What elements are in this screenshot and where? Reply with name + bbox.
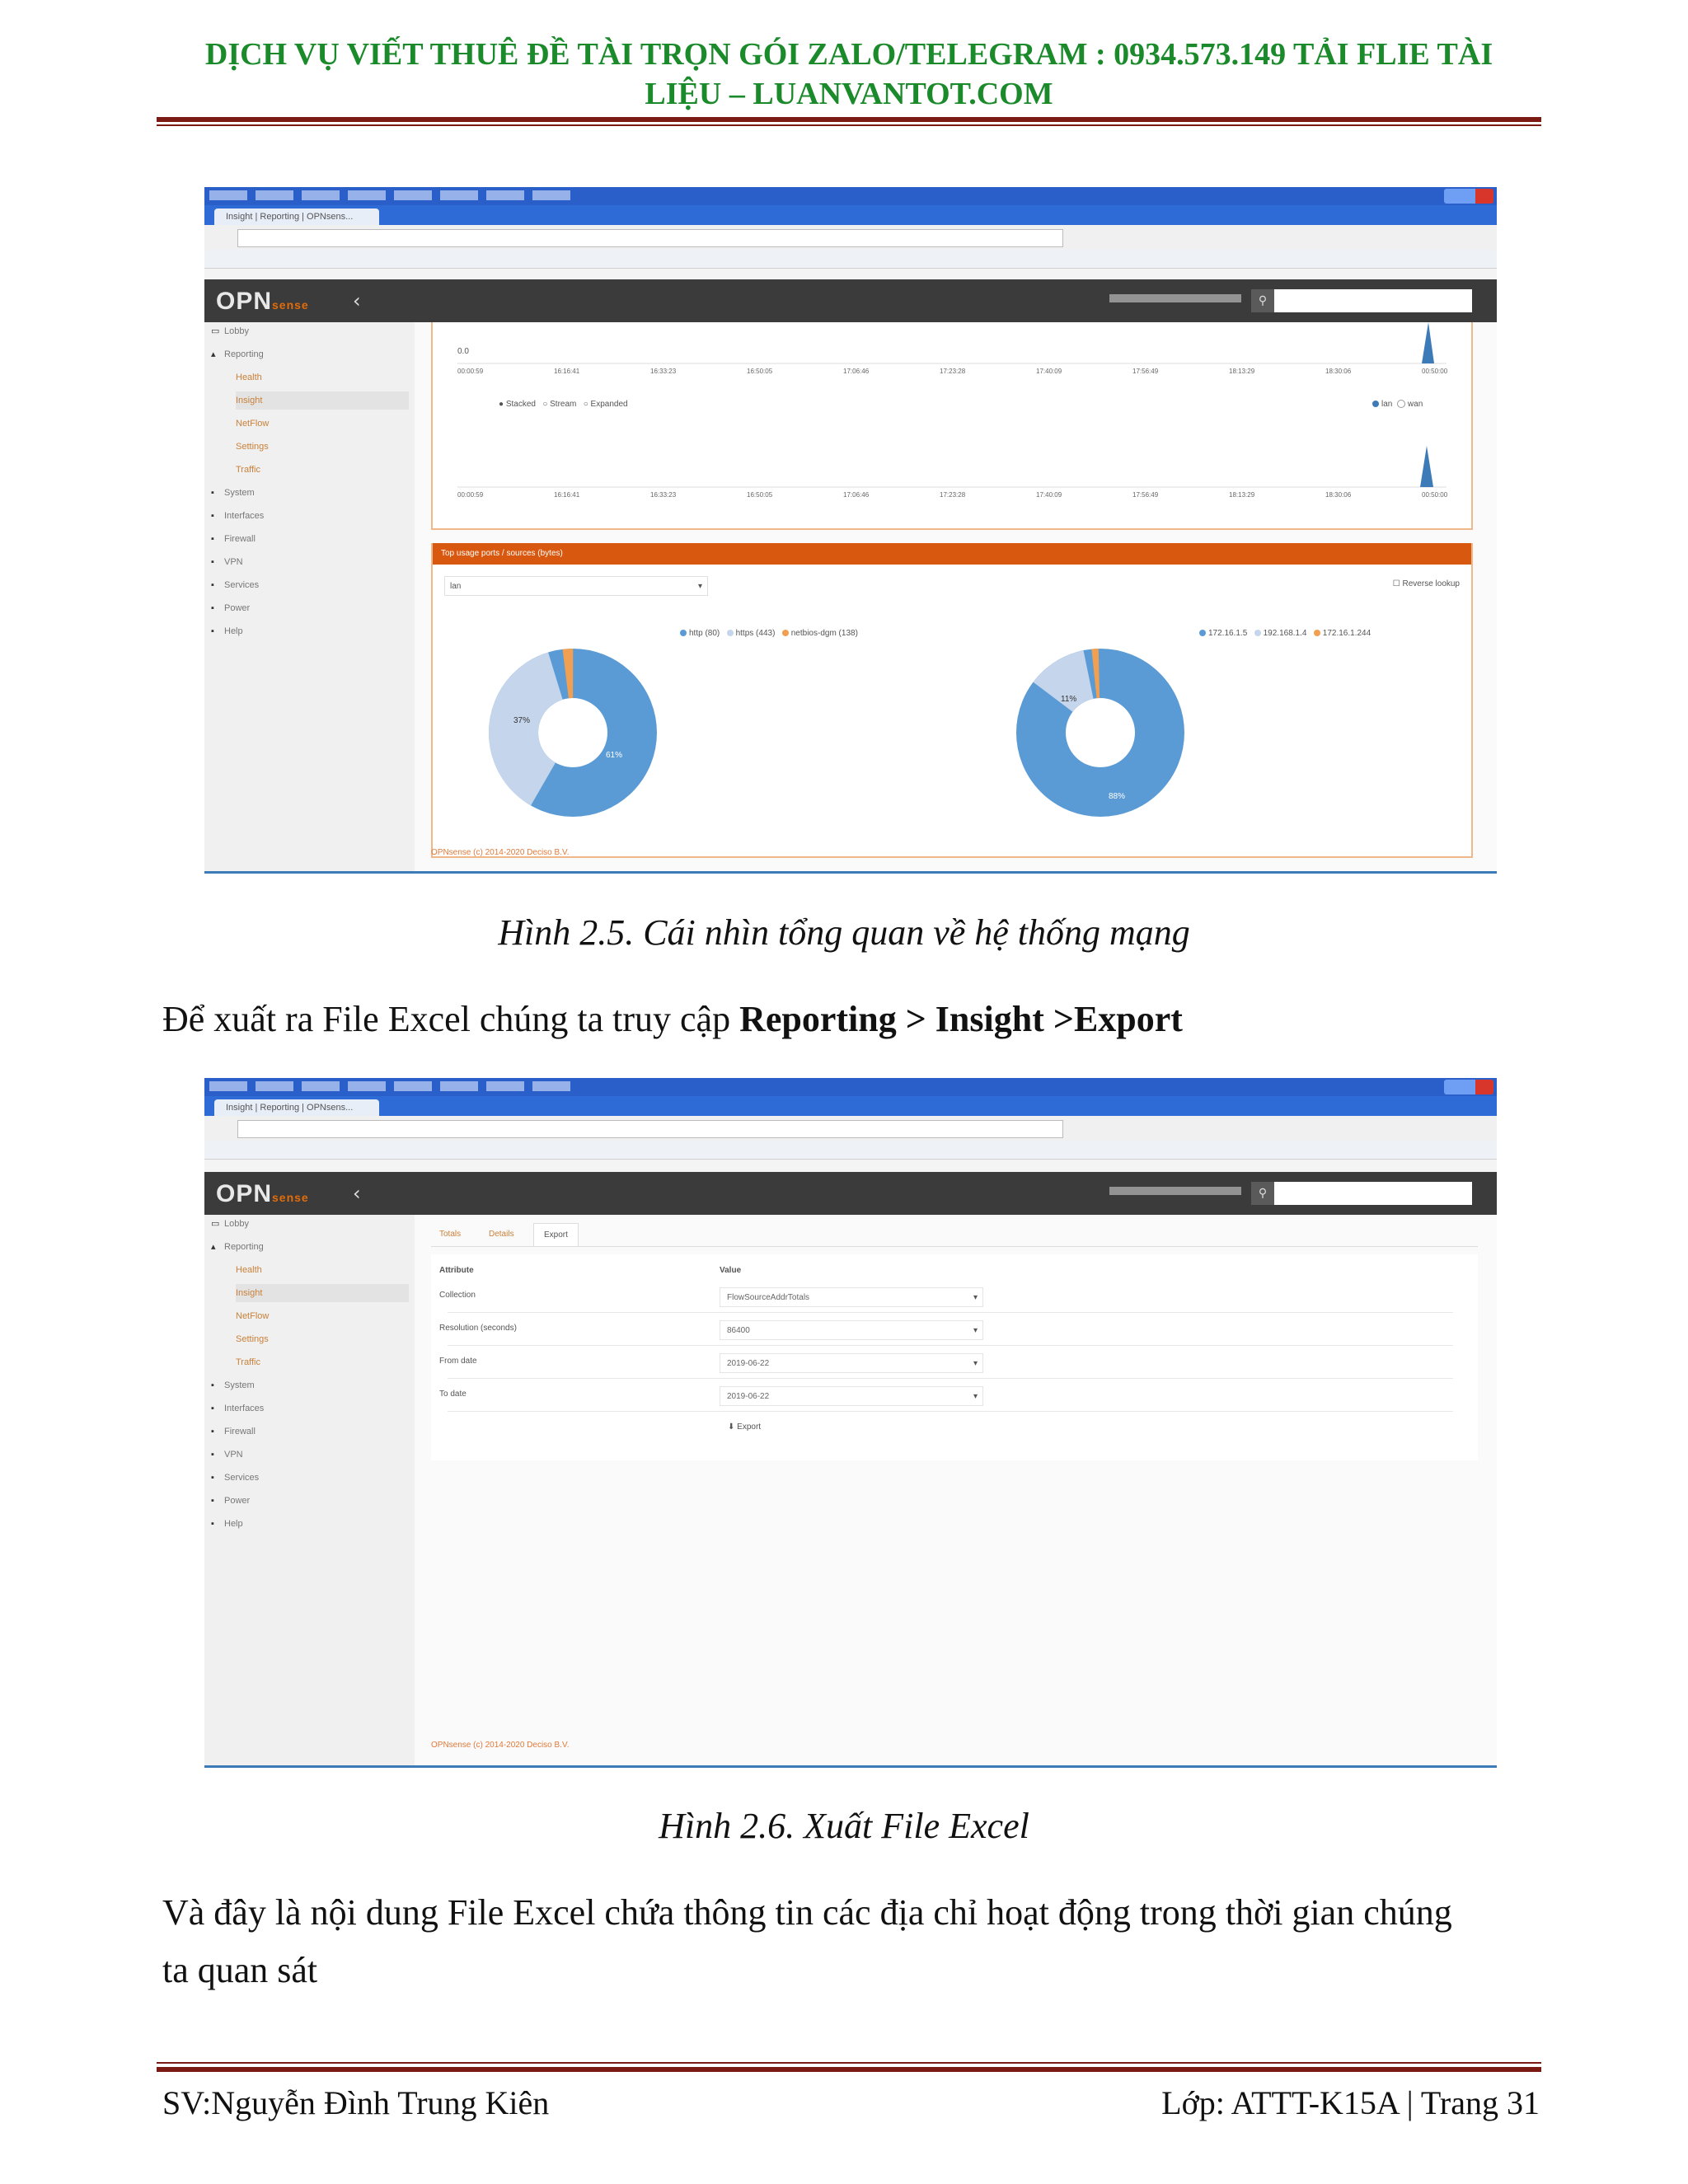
radio-expanded[interactable]: ○ Expanded: [583, 400, 628, 409]
form-row-to-date: [439, 1381, 1453, 1412]
header-rule: [157, 117, 1541, 122]
time-tick-label: 18:30:06: [1325, 491, 1352, 499]
sidebar-item-health[interactable]: Health: [236, 373, 262, 382]
opnsense-logo[interactable]: OPNsense: [216, 1180, 309, 1207]
download-icon: ⬇: [728, 1422, 735, 1432]
sidebar-item-system[interactable]: ▪ System: [211, 1380, 255, 1390]
frame-bottom-border: [204, 1765, 1497, 1768]
sidebar-item-help[interactable]: ▪ Help: [211, 1519, 243, 1529]
label-to-date: To date: [439, 1390, 467, 1399]
time-tick-label: 16:33:23: [650, 368, 677, 375]
right-legend-item[interactable]: 192.168.1.4: [1254, 629, 1307, 638]
figure-overview-screenshot: [204, 187, 1497, 874]
opnsense-logo[interactable]: OPNsense: [216, 288, 309, 315]
search-input[interactable]: [1274, 1182, 1472, 1205]
window-titlebar: [204, 1078, 1497, 1096]
right-legend-item[interactable]: 172.16.1.244: [1314, 629, 1371, 638]
left-pie-label-a: 37%: [513, 716, 531, 725]
url-input[interactable]: [237, 1120, 1063, 1138]
sidebar-item-health[interactable]: Health: [236, 1265, 262, 1275]
top-usage-panel: [431, 543, 1473, 858]
browser-tab[interactable]: Insight | Reporting | OPNsens...: [214, 209, 379, 225]
tab-details[interactable]: Details: [489, 1230, 514, 1239]
tab-totals[interactable]: Totals: [439, 1230, 462, 1239]
sidebar-item-settings[interactable]: Settings: [236, 1334, 269, 1344]
sidebar-item-traffic[interactable]: Traffic: [236, 465, 260, 475]
graph-zero-label: 0.0: [457, 347, 469, 356]
sidebar: [204, 322, 415, 874]
graph-legend: [1372, 400, 1423, 409]
tab-strip: [431, 1223, 1478, 1247]
export-button[interactable]: ⬇ Export: [728, 1422, 762, 1432]
browser-tab[interactable]: Insight | Reporting | OPNsens...: [214, 1099, 379, 1116]
interface-select[interactable]: lan ▾: [444, 576, 708, 596]
time-tick-label: 16:33:23: [650, 491, 677, 499]
form-row-from-date: [439, 1348, 1453, 1379]
url-input[interactable]: [237, 229, 1063, 247]
window-controls[interactable]: [1444, 189, 1493, 204]
sidebar-item-netflow[interactable]: NetFlow: [236, 1311, 270, 1321]
collapse-chevron-icon[interactable]: ‹: [353, 289, 361, 312]
time-tick-label: 17:23:28: [940, 491, 966, 499]
time-tick-label: 00:50:00: [1422, 368, 1448, 375]
select-resolution[interactable]: 86400 ▾: [720, 1320, 983, 1340]
form-row-resolution: [439, 1315, 1453, 1346]
page-number: 31: [1507, 2084, 1540, 2121]
header-line-1: DỊCH VỤ VIẾT THUÊ ĐỀ TÀI TRỌN GÓI ZALO/TELEGRAM : 0934.573.149 TẢI FLIE TÀI: [204, 37, 1493, 72]
column-value: Value: [720, 1266, 742, 1275]
sidebar-item-system[interactable]: ▪ System: [211, 488, 255, 498]
time-tick-label: 17:06:46: [843, 368, 870, 375]
label-collection: Collection: [439, 1291, 476, 1300]
figure1-caption: Hình 2.5. Cái nhìn tổng quan về hệ thống mạng: [498, 912, 1190, 953]
radio-stacked[interactable]: ● Stacked: [499, 400, 536, 409]
sidebar-item-interfaces[interactable]: ▪ Interfaces: [211, 511, 265, 521]
traffic-graph: [433, 322, 1471, 528]
legend-lan[interactable]: lan: [1372, 400, 1392, 409]
right-legend-item[interactable]: 172.16.1.5: [1199, 629, 1247, 638]
sidebar-item-insight[interactable]: Insight: [236, 391, 409, 410]
top-usage-panel-title: Top usage ports / sources (bytes): [433, 543, 1471, 565]
left-pie-label-b: 61%: [606, 751, 623, 760]
reverse-lookup-checkbox[interactable]: ☐ Reverse lookup: [1392, 579, 1460, 588]
radio-stream[interactable]: ○ Stream: [542, 400, 577, 409]
paragraph-export-intro: Để xuất ra File Excel chúng ta truy cập Reporting > Insight >Export: [162, 999, 1183, 1039]
user-label: [1109, 294, 1241, 302]
browser-tabbar: [204, 1096, 1497, 1116]
search-icon[interactable]: ⚲: [1251, 1182, 1274, 1205]
url-bar: [204, 225, 1497, 251]
time-tick-label: 00:00:59: [457, 491, 484, 499]
form-row-collection: [439, 1282, 1453, 1313]
time-tick-label: 17:23:28: [940, 368, 966, 375]
radio-group: [499, 400, 628, 409]
sidebar-item-reporting[interactable]: ▴ Reporting: [211, 349, 264, 359]
sidebar-item-services[interactable]: ▪ Services: [211, 580, 260, 590]
time-tick-label: 17:56:49: [1132, 368, 1159, 375]
left-pie-legend: [680, 629, 858, 638]
sidebar-item-firewall[interactable]: ▪ Firewall: [211, 534, 256, 544]
footer-note: OPNsense (c) 2014-2020 Deciso B.V.: [431, 848, 570, 857]
footer-rule: [157, 2067, 1541, 2072]
time-tick-label: 16:16:41: [554, 368, 580, 375]
sidebar-item-interfaces[interactable]: ▪ Interfaces: [211, 1404, 265, 1413]
time-tick-label: 17:56:49: [1132, 491, 1159, 499]
sidebar-item-help[interactable]: ▪ Help: [211, 626, 243, 636]
browser-tabbar: [204, 205, 1497, 225]
search-icon[interactable]: ⚲: [1251, 289, 1274, 312]
footer-class-page: Lớp: ATTT-K15A | Trang 31: [1161, 2084, 1540, 2121]
paragraph-line-2: ta quan sát: [162, 1950, 318, 1990]
traffic-graph-panel: [431, 322, 1473, 530]
time-tick-label: 18:30:06: [1325, 368, 1352, 375]
opnsense-navbar: [204, 1172, 1497, 1215]
sidebar-item-lobby[interactable]: ▭ Lobby: [211, 326, 249, 336]
right-donut-chart[interactable]: [1010, 642, 1191, 823]
paragraph-excel-content: [162, 1884, 1547, 1999]
left-donut-chart[interactable]: [482, 642, 663, 823]
time-tick-label: 18:13:29: [1229, 368, 1255, 375]
figure-export-screenshot: [204, 1078, 1497, 1768]
time-tick-label: 16:50:05: [747, 491, 773, 499]
time-tick-label: 16:50:05: [747, 368, 773, 375]
time-tick-label: 17:06:46: [843, 491, 870, 499]
header-rule-thin: [157, 124, 1541, 126]
select-collection[interactable]: FlowSourceAddrTotals ▾: [720, 1287, 983, 1307]
footer-note: OPNsense (c) 2014-2020 Deciso B.V.: [431, 1741, 570, 1750]
sidebar-item-services[interactable]: ▪ Services: [211, 1473, 260, 1483]
sidebar-item-settings[interactable]: Settings: [236, 442, 269, 452]
header-line-2: LIỆU – LUANVANTOT.COM: [645, 77, 1053, 111]
time-tick-label: 16:16:41: [554, 491, 580, 499]
paragraph-line-1: Và đây là nội dung File Excel chứa thông tin các địa chỉ hoạt động trong thời gian chúng: [162, 1892, 1452, 1933]
select-to-date[interactable]: 2019-06-22 ▾: [720, 1386, 983, 1406]
right-pie-label-b: 88%: [1109, 792, 1126, 801]
window-titlebar: [204, 187, 1497, 205]
time-tick-label: 17:40:09: [1036, 368, 1062, 375]
sidebar-item-power[interactable]: ▪ Power: [211, 603, 251, 613]
left-legend-item[interactable]: http (80): [680, 629, 720, 638]
sidebar-item-traffic[interactable]: Traffic: [236, 1357, 260, 1367]
main-content: [415, 1215, 1497, 1768]
label-from-date: From date: [439, 1357, 477, 1366]
time-tick-label: 18:13:29: [1229, 491, 1255, 499]
sidebar-item-reporting[interactable]: ▴ Reporting: [211, 1242, 264, 1252]
column-attribute: Attribute: [439, 1266, 474, 1275]
sidebar-item-insight[interactable]: Insight: [236, 1284, 409, 1302]
time-tick-label: 00:00:59: [457, 368, 484, 375]
label-resolution: Resolution (seconds): [439, 1324, 517, 1333]
left-legend-item[interactable]: netbios-dgm (138): [782, 629, 858, 638]
right-pie-legend: [1199, 629, 1371, 638]
collapse-chevron-icon[interactable]: ‹: [353, 1182, 361, 1205]
sidebar-item-netflow[interactable]: NetFlow: [236, 419, 270, 429]
sidebar-item-vpn[interactable]: ▪ VPN: [211, 557, 243, 567]
select-from-date[interactable]: 2019-06-22 ▾: [720, 1353, 983, 1373]
left-legend-item[interactable]: https (443): [727, 629, 776, 638]
export-form: [431, 1254, 1478, 1460]
sidebar-item-power[interactable]: ▪ Power: [211, 1496, 251, 1506]
main-content: [415, 322, 1497, 874]
bookmarks-bar: [204, 250, 1497, 269]
legend-wan[interactable]: wan: [1397, 400, 1423, 409]
footer-student: SV:Nguyễn Đình Trung Kiên: [162, 2084, 550, 2121]
bookmarks-bar: [204, 1141, 1497, 1160]
time-tick-label: 17:40:09: [1036, 491, 1062, 499]
tab-export[interactable]: Export: [533, 1223, 579, 1246]
window-controls[interactable]: [1444, 1080, 1493, 1094]
figure2-caption: Hình 2.6. Xuất File Excel: [659, 1806, 1029, 1846]
frame-bottom-border: [204, 871, 1497, 874]
user-label: [1109, 1187, 1241, 1195]
time-tick-label: 00:50:00: [1422, 491, 1448, 499]
right-pie-label-a: 11%: [1061, 695, 1077, 704]
footer-rule-thin: [157, 2062, 1541, 2064]
sidebar: [204, 1215, 415, 1768]
sidebar-item-vpn[interactable]: ▪ VPN: [211, 1450, 243, 1460]
sidebar-item-lobby[interactable]: ▭ Lobby: [211, 1219, 249, 1229]
sidebar-item-firewall[interactable]: ▪ Firewall: [211, 1427, 256, 1436]
opnsense-navbar: [204, 279, 1497, 322]
search-input[interactable]: [1274, 289, 1472, 312]
url-bar: [204, 1116, 1497, 1141]
